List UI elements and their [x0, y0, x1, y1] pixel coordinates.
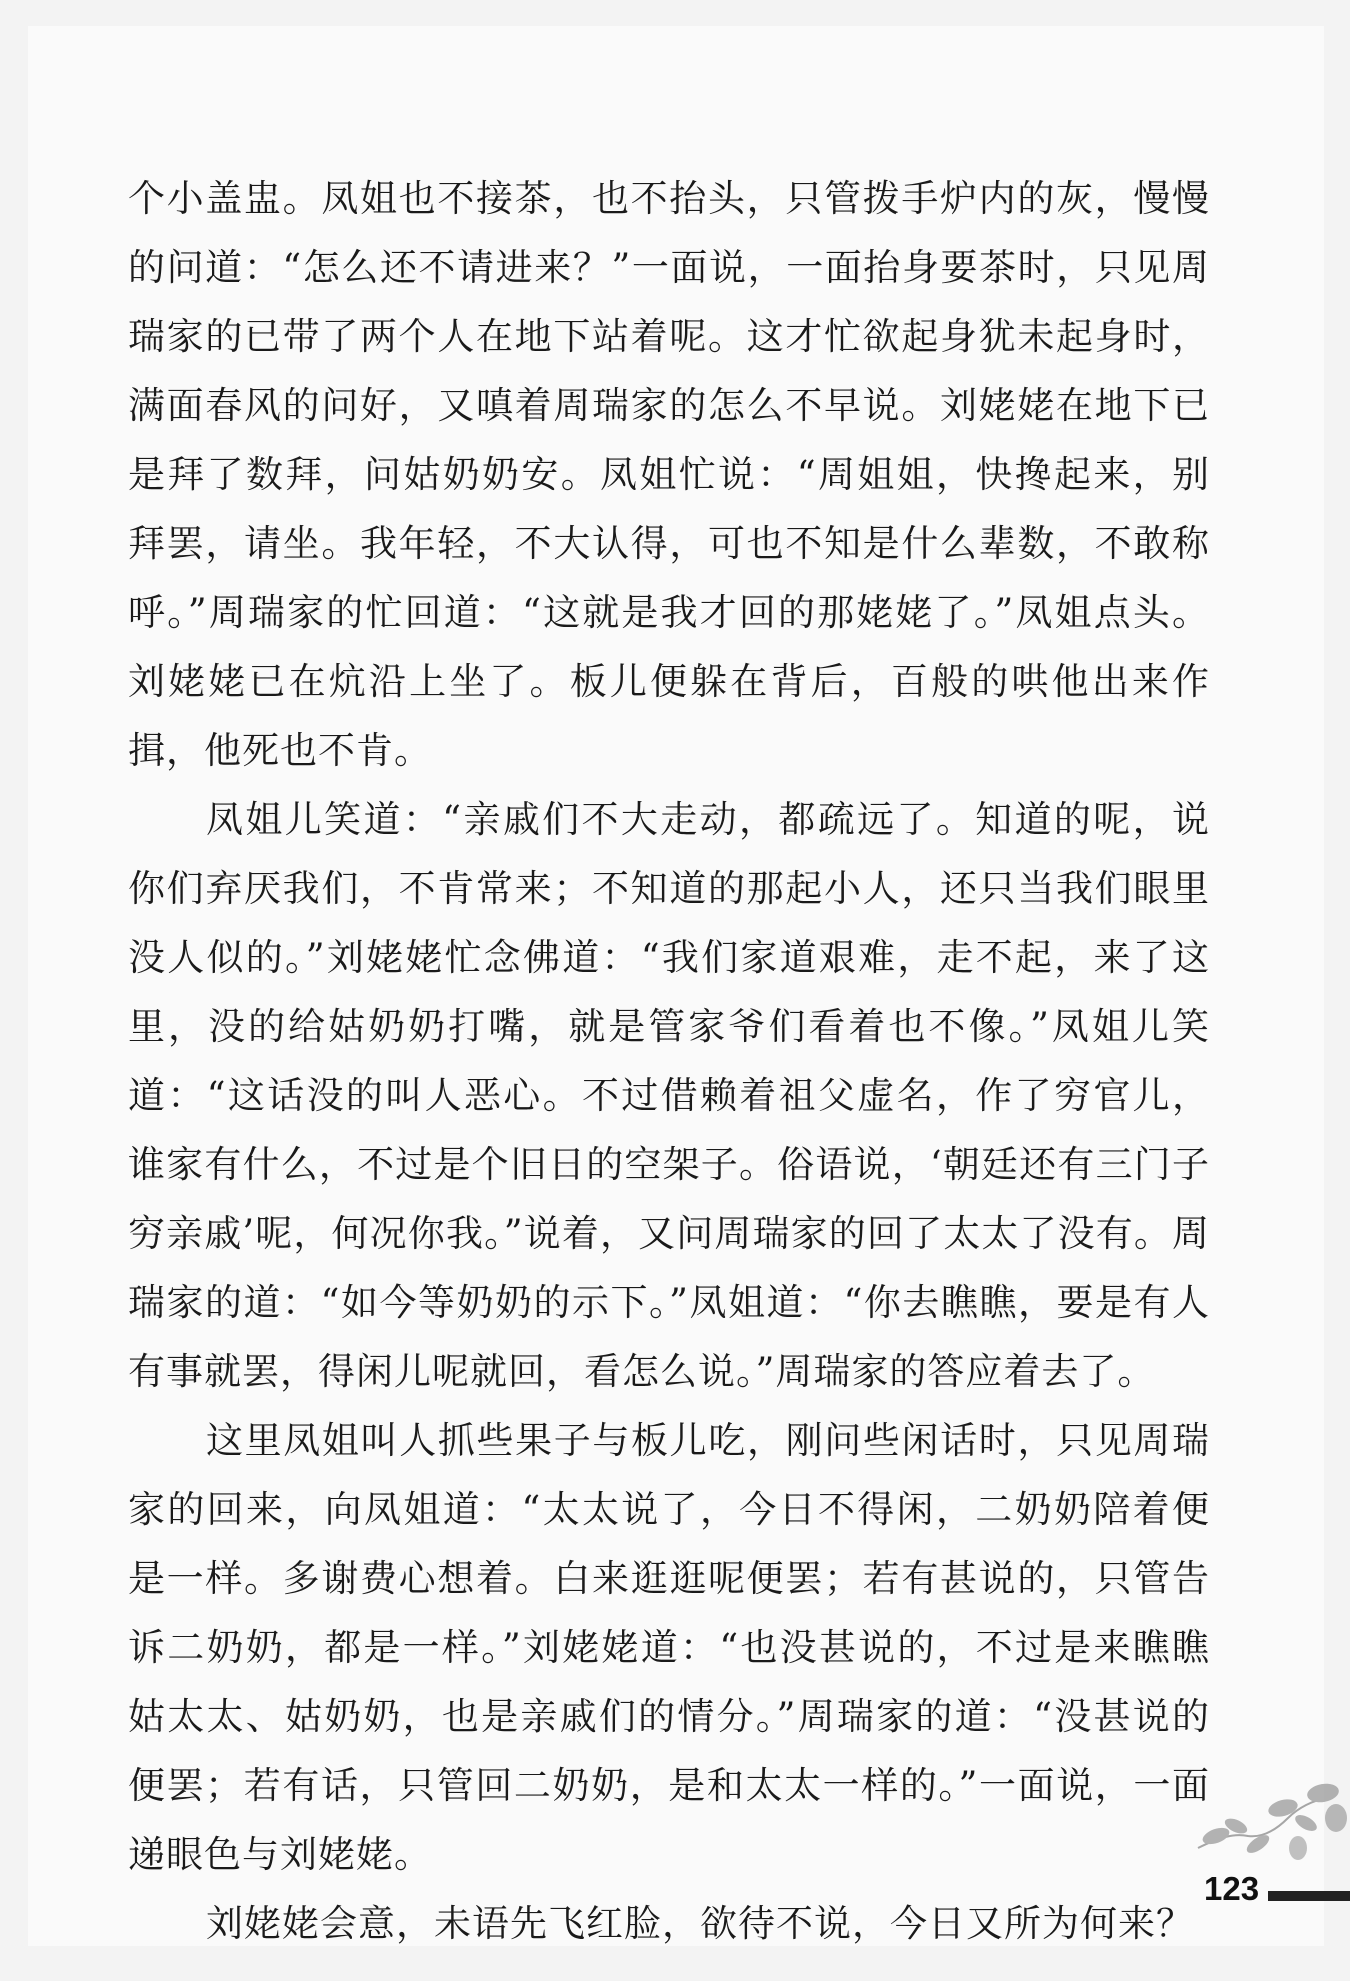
body-text — [128, 164, 1210, 1958]
book-page — [28, 26, 1324, 1946]
page-number-area — [1198, 1869, 1348, 1909]
paragraph-1: 个小盖盅。凤姐也不接茶，也不抬头，只管拨手炉内的灰，慢慢的问道：“怎么还不请进来？”一面说，一面抬身要茶时，只见周瑞家的已带了两个人在地下站着呢。这才忙欲起身犹未起身时，满面春风的问好，又嗔着周瑞家的怎么不早说。刘姥姥在地下已是拜了数拜，问姑奶奶安。凤姐忙说：“周姐姐，快搀起来，别拜罢，请坐。我年轻，不大认得，可也不知是什么辈数，不敢称呼。”周瑞家的忙回道：“这就是我才回的那姥姥了。”凤姐点头。刘姥姥已在炕沿上坐了。板儿便躲在背后，百般的哄他出来作揖，他死也不肯。 — [128, 177, 1210, 772]
page-number-rule — [1268, 1891, 1350, 1901]
page-number: 123 — [1204, 1870, 1260, 1907]
leaf-branch-ornament-icon — [1188, 1778, 1350, 1878]
paragraph-4: 刘姥姥会意，未语先飞红脸，欲待不说，今日又所为何来？ — [206, 1902, 1194, 1945]
paragraph-3: 这里凤姐叫人抓些果子与板儿吃，刚问些闲话时，只见周瑞家的回来，向凤姐道：“太太说了，今日不得闲，二奶奶陪着便是一样。多谢费心想着。白来逛逛呢便罢；若有甚说的，只管告诉二奶奶，都是一样。”刘姥姥道：“也没甚说的，不过是来瞧瞧姑太太、姑奶奶，也是亲戚们的情分。”周瑞家的道：“没甚说的便罢；若有话，只管回二奶奶，是和太太一样的。”一面说，一面递眼色与刘姥姥。 — [128, 1419, 1210, 1876]
paragraph-2: 凤姐儿笑道：“亲戚们不大走动，都疏远了。知道的呢，说你们弃厌我们，不肯常来；不知道的那起小人，还只当我们眼里没人似的。”刘姥姥忙念佛道：“我们家道艰难，走不起，来了这里，没的给姑奶奶打嘴，就是管家爷们看着也不像。”凤姐儿笑道：“这话没的叫人恶心。不过借赖着祖父虚名，作了穷官儿，谁家有什么，不过是个旧日的空架子。俗语说，‘朝廷还有三门子穷亲戚’呢，何况你我。”说着，又问周瑞家的回了太太了没有。周瑞家的道：“如今等奶奶的示下。”凤姐道：“你去瞧瞧，要是有人有事就罢，得闲儿呢就回，看怎么说。”周瑞家的答应着去了。 — [128, 798, 1210, 1393]
